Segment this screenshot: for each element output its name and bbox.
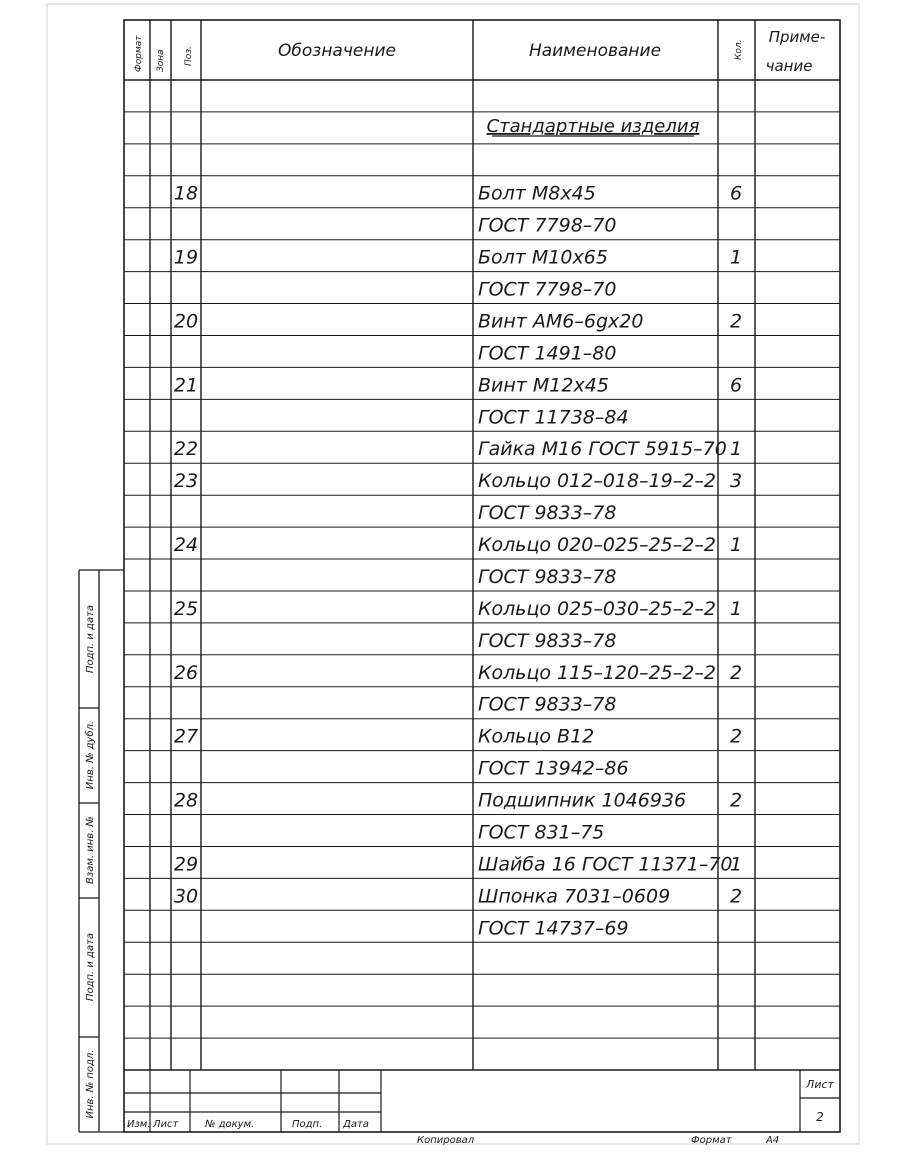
row-name: Кольцо В12 bbox=[478, 725, 595, 748]
row-name: ГОСТ 9833–78 bbox=[478, 629, 617, 652]
table-row bbox=[174, 534, 742, 556]
row-name: ГОСТ 9833–78 bbox=[478, 693, 617, 716]
row-position: 21 bbox=[173, 374, 199, 397]
table-row bbox=[174, 662, 742, 684]
tb-sign: Подп. bbox=[292, 1119, 323, 1130]
row-quantity: 2 bbox=[729, 310, 743, 333]
table-row bbox=[174, 726, 742, 748]
table-row bbox=[174, 183, 742, 205]
table-row bbox=[174, 374, 742, 396]
title-block-labels bbox=[127, 1078, 835, 1130]
row-quantity: 6 bbox=[729, 374, 743, 397]
row-quantity: 6 bbox=[729, 182, 743, 205]
row-name: ГОСТ 9833–78 bbox=[478, 502, 617, 525]
row-name: Шайба 16 ГОСТ 11371–70 bbox=[478, 853, 733, 876]
table-row bbox=[478, 822, 604, 844]
table-row bbox=[174, 853, 742, 875]
table-row bbox=[174, 598, 742, 620]
row-name: ГОСТ 1491–80 bbox=[478, 342, 617, 365]
row-quantity: 2 bbox=[729, 725, 743, 748]
row-name: ГОСТ 831–75 bbox=[478, 821, 605, 844]
row-position: 24 bbox=[173, 534, 199, 556]
row-position: 22 bbox=[173, 438, 199, 461]
row-quantity: 1 bbox=[729, 534, 743, 556]
header-zone: Зона bbox=[156, 49, 166, 72]
table-row bbox=[478, 566, 616, 588]
row-name: ГОСТ 7798–70 bbox=[478, 278, 617, 301]
header-note-line1: Приме- bbox=[768, 28, 826, 46]
table-row bbox=[174, 247, 742, 269]
row-name: Кольцо 012–018–19–2–2 bbox=[478, 470, 716, 493]
table-row bbox=[174, 790, 742, 812]
table-row bbox=[478, 215, 616, 237]
row-name: Кольцо 020–025–25–2–2 bbox=[478, 534, 716, 556]
row-position: 27 bbox=[173, 725, 199, 748]
table-row bbox=[174, 885, 742, 907]
footer-copied: Копировал bbox=[417, 1135, 475, 1146]
table-rows bbox=[174, 183, 742, 940]
table-row bbox=[478, 630, 616, 652]
table-row bbox=[478, 406, 629, 428]
table-row bbox=[478, 758, 629, 780]
row-quantity: 1 bbox=[729, 853, 743, 876]
row-quantity: 3 bbox=[729, 470, 743, 493]
side-stamp-label: Инв. № дубл. bbox=[85, 720, 96, 790]
row-name: Кольцо 025–030–25–2–2 bbox=[478, 597, 716, 620]
header-qty: Кол. bbox=[734, 39, 744, 60]
table-row bbox=[174, 438, 742, 460]
table-row bbox=[478, 502, 616, 524]
tb-date: Дата bbox=[343, 1119, 369, 1130]
row-name: Винт АМ6–6gх20 bbox=[478, 310, 644, 333]
header-name: Наименование bbox=[528, 41, 662, 61]
row-name: Шпонка 7031–0609 bbox=[478, 885, 671, 908]
tb-list: Лист bbox=[153, 1119, 179, 1130]
row-name: ГОСТ 9833–78 bbox=[478, 566, 617, 588]
row-name: Болт М8х45 bbox=[478, 182, 596, 205]
row-name: Кольцо 115–120–25–2–2 bbox=[478, 661, 716, 684]
footer-format-label: Формат bbox=[691, 1135, 732, 1146]
row-name: Винт М12х45 bbox=[478, 374, 609, 397]
row-quantity: 2 bbox=[729, 789, 743, 812]
side-stamp-label: Инв. № подл. bbox=[85, 1049, 96, 1119]
row-position: 28 bbox=[173, 789, 199, 812]
row-name: Гайка М16 ГОСТ 5915–70 bbox=[478, 438, 727, 461]
row-position: 26 bbox=[173, 661, 199, 684]
table-row bbox=[478, 917, 629, 939]
footer-format-value: А4 bbox=[766, 1135, 780, 1146]
header-position: Поз. bbox=[184, 46, 194, 66]
table-row bbox=[478, 279, 616, 301]
tb-izm: Изм. bbox=[127, 1119, 151, 1130]
row-quantity: 2 bbox=[729, 661, 743, 684]
row-name: ГОСТ 13942–86 bbox=[478, 757, 629, 780]
row-quantity: 1 bbox=[729, 597, 743, 620]
row-name: ГОСТ 11738–84 bbox=[478, 406, 629, 429]
side-stamp-label: Подп. и дата bbox=[85, 604, 96, 674]
sheet-edge bbox=[47, 4, 859, 1144]
row-name: Болт М10х65 bbox=[478, 246, 608, 269]
header-format: Формат bbox=[134, 35, 144, 72]
row-name: Подшипник 1046936 bbox=[478, 789, 687, 812]
side-stamp-label: Подп. и дата bbox=[85, 932, 96, 1002]
table-header bbox=[134, 28, 825, 75]
row-quantity: 1 bbox=[729, 246, 743, 269]
row-name: ГОСТ 7798–70 bbox=[478, 214, 617, 237]
table-row bbox=[478, 342, 616, 364]
row-position: 23 bbox=[173, 470, 199, 493]
row-position: 29 bbox=[173, 853, 199, 876]
row-quantity: 2 bbox=[729, 885, 743, 908]
tb-sheet-label: Лист bbox=[806, 1078, 834, 1091]
row-position: 30 bbox=[173, 885, 199, 908]
row-position: 19 bbox=[173, 246, 199, 269]
row-position: 20 bbox=[173, 310, 199, 333]
side-stamp-labels bbox=[84, 605, 96, 1119]
header-designation: Обозначение bbox=[278, 41, 396, 61]
side-stamp-label: Взам. инв. № bbox=[85, 816, 96, 884]
table-row bbox=[174, 470, 742, 492]
tb-doc-no: № докум. bbox=[205, 1119, 255, 1130]
table-row bbox=[478, 694, 616, 716]
row-name: ГОСТ 14737–69 bbox=[478, 917, 629, 940]
row-quantity: 1 bbox=[729, 438, 743, 461]
row-position: 25 bbox=[173, 597, 199, 620]
header-note-line2: чание bbox=[765, 57, 813, 75]
row-position: 18 bbox=[173, 182, 199, 205]
section-title: Стандартные изделия bbox=[486, 116, 700, 137]
table-row bbox=[174, 311, 742, 333]
tb-sheet-number: 2 bbox=[816, 1110, 824, 1124]
